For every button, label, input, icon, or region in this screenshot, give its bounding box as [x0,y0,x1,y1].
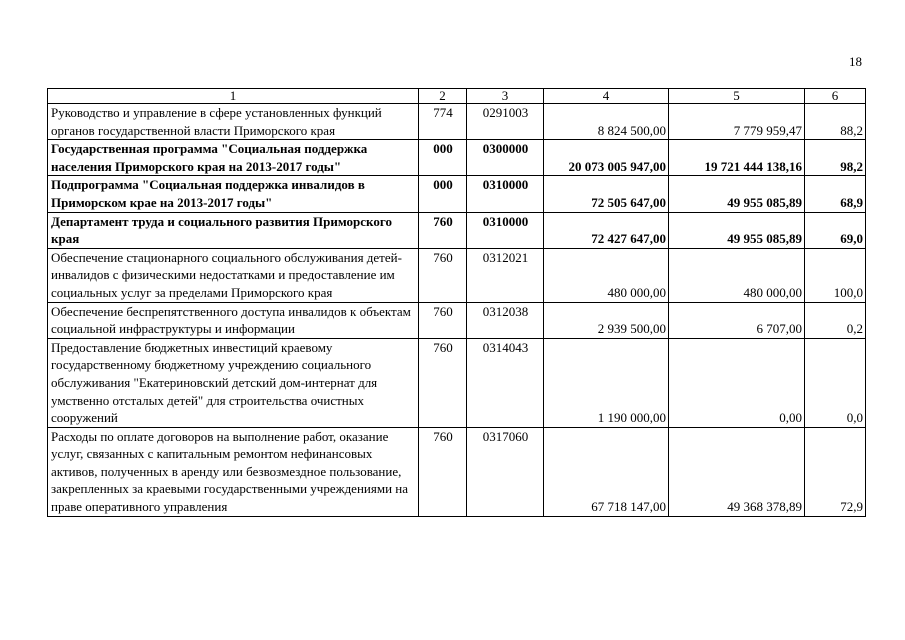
row-percent-6: 88,2 [805,104,866,140]
row-code-3: 0300000 [467,140,544,176]
header-cell-6: 6 [805,89,866,104]
row-percent-6: 0,0 [805,338,866,427]
row-code-3: 0291003 [467,104,544,140]
row-percent-6: 72,9 [805,427,866,516]
row-name: Подпрограмма "Социальная поддержка инвалидов в Приморском крае на 2013-2017 годы" [48,176,419,212]
row-code-3: 0310000 [467,212,544,248]
row-percent-6: 100,0 [805,248,866,302]
row-code-2: 760 [419,248,467,302]
table-header-row [48,89,866,104]
row-amount-5: 19 721 444 138,16 [669,140,805,176]
row-code-3: 0312021 [467,248,544,302]
row-code-2: 760 [419,427,467,516]
row-name: Расходы по оплате договоров на выполнение работ, оказание услуг, связанных с капитальным ремонтом нефинансовых активов, полученных в аренду или безвозмездное пользование, закрепленных за краевыми государственными учреждениями на праве оперативного управления [48,427,419,516]
row-name: Руководство и управление в сфере установленных функций органов государственной власти Приморского края [48,104,419,140]
header-cell-3: 3 [467,89,544,104]
table-row [48,302,866,338]
row-code-3: 0312038 [467,302,544,338]
row-code-2: 760 [419,302,467,338]
table-row [48,427,866,516]
row-amount-5: 7 779 959,47 [669,104,805,140]
row-amount-5: 6 707,00 [669,302,805,338]
row-name: Обеспечение беспрепятственного доступа инвалидов к объектам социальной инфраструктуры и информации [48,302,419,338]
row-amount-5: 49 955 085,89 [669,212,805,248]
row-code-3: 0314043 [467,338,544,427]
row-amount-5: 0,00 [669,338,805,427]
row-name: Государственная программа "Социальная поддержка населения Приморского края на 2013-2017 годы" [48,140,419,176]
budget-table [47,88,866,517]
header-cell-4: 4 [544,89,669,104]
header-cell-2: 2 [419,89,467,104]
row-name: Департамент труда и социального развития Приморского края [48,212,419,248]
row-code-2: 000 [419,176,467,212]
row-code-2: 760 [419,338,467,427]
table-row [48,338,866,427]
row-amount-4: 8 824 500,00 [544,104,669,140]
row-percent-6: 69,0 [805,212,866,248]
row-amount-4: 72 505 647,00 [544,176,669,212]
row-code-2: 774 [419,104,467,140]
page-number: 18 [849,54,862,69]
row-amount-5: 49 368 378,89 [669,427,805,516]
row-amount-4: 72 427 647,00 [544,212,669,248]
header-cell-5: 5 [669,89,805,104]
row-code-3: 0317060 [467,427,544,516]
table-row [48,248,866,302]
row-percent-6: 68,9 [805,176,866,212]
row-amount-5: 49 955 085,89 [669,176,805,212]
table-row [48,140,866,176]
row-code-2: 000 [419,140,467,176]
row-amount-5: 480 000,00 [669,248,805,302]
row-amount-4: 20 073 005 947,00 [544,140,669,176]
row-code-2: 760 [419,212,467,248]
row-percent-6: 98,2 [805,140,866,176]
row-amount-4: 67 718 147,00 [544,427,669,516]
row-name: Предоставление бюджетных инвестиций краевому государственному бюджетному учреждению социального обслуживания "Екатериновский детский дом-интернат для умственно отсталых детей" для строительства очистных сооружений [48,338,419,427]
row-name: Обеспечение стационарного социального обслуживания детей-инвалидов с физическими недостатками и предоставление им социальных услуг за пределами Приморского края [48,248,419,302]
table-row [48,104,866,140]
table-row [48,176,866,212]
table-row [48,212,866,248]
row-percent-6: 0,2 [805,302,866,338]
row-amount-4: 480 000,00 [544,248,669,302]
row-amount-4: 2 939 500,00 [544,302,669,338]
header-cell-1: 1 [48,89,419,104]
row-code-3: 0310000 [467,176,544,212]
row-amount-4: 1 190 000,00 [544,338,669,427]
